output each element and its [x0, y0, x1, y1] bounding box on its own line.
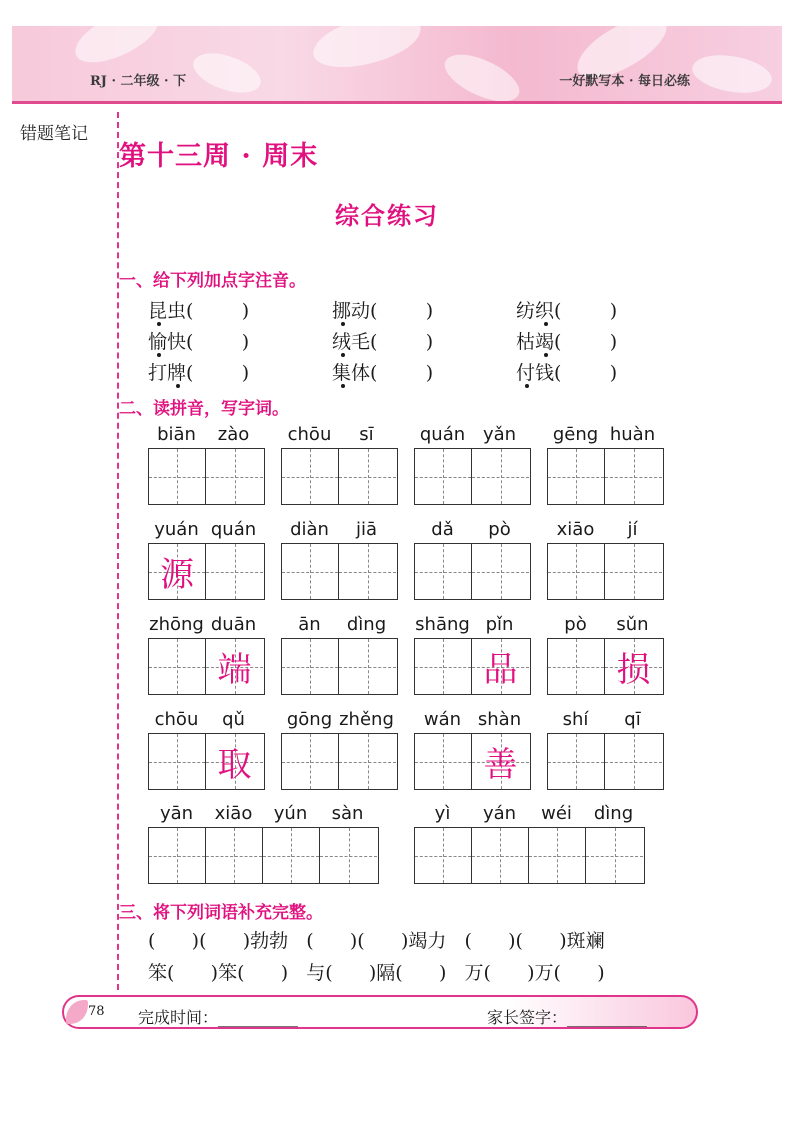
parent-signature-field: 家长签字：__________: [487, 1008, 648, 1027]
q1-item: 集体( ): [332, 362, 434, 384]
q1-item: 枯竭( ): [516, 331, 618, 353]
writing-cell[interactable]: [415, 544, 472, 599]
pinyin-label: wán: [423, 709, 462, 730]
written-character: [282, 734, 338, 789]
writing-cell[interactable]: [206, 828, 263, 883]
writing-grid[interactable]: [414, 827, 645, 884]
writing-cell[interactable]: [206, 449, 263, 504]
pinyin-label: qī: [624, 709, 641, 730]
writing-cell[interactable]: [149, 639, 206, 694]
pinyin-label: pò: [564, 614, 587, 635]
written-character: [339, 544, 396, 599]
pinyin-label: shí: [562, 709, 589, 730]
pinyin-label: sàn: [331, 803, 364, 824]
written-character: [415, 544, 471, 599]
emphasis-dot: [157, 353, 161, 357]
written-character: [529, 828, 585, 883]
writing-grid[interactable]: [148, 733, 265, 790]
q1-item: 打牌( ): [148, 362, 250, 384]
writing-cell[interactable]: [415, 449, 472, 504]
pinyin-label: yuán: [154, 519, 199, 540]
writing-cell[interactable]: [149, 449, 206, 504]
pinyin-label: chōu: [154, 709, 199, 730]
pinyin-label: dǎ: [431, 519, 454, 540]
written-character: [548, 544, 604, 599]
writing-cell[interactable]: [472, 828, 529, 883]
writing-cell[interactable]: [149, 828, 206, 883]
writing-cell[interactable]: [206, 639, 263, 694]
q1-item: 挪动( ): [332, 300, 434, 322]
writing-cell[interactable]: [320, 828, 377, 883]
pinyin-label: yì: [434, 803, 451, 824]
pinyin-label: ān: [298, 614, 321, 635]
pinyin-label: jiā: [355, 519, 378, 540]
written-character: [149, 828, 205, 883]
writing-grid[interactable]: [547, 543, 664, 600]
writing-cell[interactable]: [339, 734, 396, 789]
pinyin-label: sī: [359, 424, 374, 445]
pinyin-label: zhěng: [339, 709, 394, 730]
emphasis-dot: [157, 322, 161, 326]
written-character: [320, 828, 377, 883]
page-number: 78: [88, 1004, 105, 1019]
week-title: 第十三周 · 周末: [119, 141, 319, 172]
writing-cell[interactable]: [282, 449, 339, 504]
q1-item: 纺织( ): [516, 300, 618, 322]
writing-cell[interactable]: [415, 734, 472, 789]
emphasis-dot: [341, 322, 345, 326]
writing-cell[interactable]: [149, 734, 206, 789]
pinyin-label: xiāo: [556, 519, 595, 540]
pinyin-label: gēng: [552, 424, 599, 445]
written-character: [586, 828, 643, 883]
writing-cell[interactable]: [548, 544, 605, 599]
written-character: [339, 734, 396, 789]
written-character: [149, 734, 205, 789]
writing-grid[interactable]: [414, 638, 531, 695]
pinyin-label: pò: [488, 519, 511, 540]
written-character: [339, 639, 396, 694]
pinyin-label: sǔn: [616, 614, 649, 635]
pinyin-label: shāng: [415, 614, 470, 635]
pinyin-label: pǐn: [485, 614, 514, 635]
writing-cell[interactable]: [282, 639, 339, 694]
pinyin-label: biān: [157, 424, 196, 445]
writing-grid[interactable]: [414, 543, 531, 600]
written-character: [605, 449, 662, 504]
written-character: [339, 449, 396, 504]
writing-cell[interactable]: [472, 639, 529, 694]
writing-grid[interactable]: [281, 733, 398, 790]
completion-time-field: 完成时间：__________: [138, 1008, 299, 1027]
pinyin-label: shàn: [477, 709, 522, 730]
emphasis-dot: [525, 384, 529, 388]
written-character: [548, 449, 604, 504]
writing-cell[interactable]: [206, 734, 263, 789]
pinyin-label: diàn: [290, 519, 329, 540]
written-character: [472, 544, 529, 599]
pinyin-label: xiāo: [214, 803, 253, 824]
margin-dashed-line: [117, 112, 119, 990]
writing-cell[interactable]: [282, 544, 339, 599]
writing-cell[interactable]: [206, 544, 263, 599]
written-character: [472, 828, 528, 883]
written-character: [415, 639, 471, 694]
pinyin-label: dìng: [593, 803, 634, 824]
written-character: [472, 449, 529, 504]
writing-cell[interactable]: [548, 639, 605, 694]
q3-line-1: ( )( )勃勃 ( )( )竭力 ( )( )斑斓: [148, 930, 605, 952]
q2-heading: 二、读拼音，写字词。: [119, 399, 289, 419]
written-character: [149, 639, 205, 694]
pinyin-label: wéi: [541, 803, 572, 824]
written-character: [206, 544, 263, 599]
written-character: [206, 449, 263, 504]
emphasis-dot: [341, 353, 345, 357]
pinyin-label: gōng: [286, 709, 333, 730]
pinyin-label: zhōng: [149, 614, 204, 635]
q1-item: 绒毛( ): [332, 331, 434, 353]
writing-grid[interactable]: [414, 448, 531, 505]
header-grade: RJ · 二年级 · 下: [90, 74, 187, 89]
emphasis-dot: [341, 384, 345, 388]
writing-cell[interactable]: [415, 639, 472, 694]
writing-grid[interactable]: [281, 638, 398, 695]
writing-cell[interactable]: [263, 828, 320, 883]
writing-cell[interactable]: [282, 734, 339, 789]
pinyin-label: quán: [419, 424, 466, 445]
written-character: 源: [160, 555, 194, 595]
emphasis-dot: [544, 322, 548, 326]
writing-cell[interactable]: [415, 828, 472, 883]
pinyin-label: chōu: [287, 424, 332, 445]
written-character: [605, 734, 662, 789]
writing-grid[interactable]: [148, 827, 379, 884]
pinyin-label: dìng: [346, 614, 387, 635]
pinyin-label: yǎn: [482, 424, 517, 445]
pinyin-label: qǔ: [222, 709, 245, 730]
writing-cell[interactable]: [605, 449, 662, 504]
q3-heading: 三、将下列词语补充完整。: [119, 903, 323, 923]
writing-cell[interactable]: [605, 639, 662, 694]
side-label: 错题笔记: [20, 124, 88, 144]
written-character: [415, 828, 471, 883]
writing-grid[interactable]: [281, 543, 398, 600]
pinyin-label: huàn: [609, 424, 656, 445]
q1-item: 昆虫( ): [148, 300, 250, 322]
pinyin-label: zào: [217, 424, 250, 445]
page-header: [12, 26, 782, 104]
writing-cell[interactable]: [339, 544, 396, 599]
written-character: [415, 734, 471, 789]
writing-cell[interactable]: [339, 639, 396, 694]
writing-grid[interactable]: [414, 733, 531, 790]
written-character: [605, 544, 662, 599]
q1-item: 愉快( ): [148, 331, 250, 353]
writing-cell[interactable]: [548, 449, 605, 504]
written-character: [282, 639, 338, 694]
writing-cell[interactable]: [529, 828, 586, 883]
writing-grid[interactable]: [547, 733, 664, 790]
writing-grid[interactable]: [281, 448, 398, 505]
writing-grid[interactable]: [547, 638, 664, 695]
section-title: 综合练习: [335, 201, 439, 230]
pinyin-label: yán: [482, 803, 517, 824]
writing-cell[interactable]: [605, 544, 662, 599]
written-character: [282, 449, 338, 504]
written-character: 品: [483, 650, 518, 690]
writing-grid[interactable]: [148, 638, 265, 695]
pinyin-label: duān: [210, 614, 257, 635]
written-character: [206, 828, 262, 883]
writing-cell[interactable]: [472, 734, 529, 789]
pinyin-label: yún: [273, 803, 308, 824]
q3-line-2: 笨( )笨( ) 与( )隔( ) 万( )万( ): [148, 962, 605, 984]
pinyin-label: jí: [627, 519, 638, 540]
writing-cell[interactable]: [339, 449, 396, 504]
writing-grid[interactable]: [148, 543, 265, 600]
written-character: 端: [217, 650, 252, 690]
written-character: [415, 449, 471, 504]
writing-cell[interactable]: [548, 734, 605, 789]
emphasis-dot: [544, 353, 548, 357]
q1-item: 付钱( ): [516, 362, 618, 384]
pinyin-label: quán: [210, 519, 257, 540]
q1-heading: 一、给下列加点字注音。: [119, 271, 306, 291]
header-series: 一好默写本 · 每日必练: [559, 74, 690, 89]
written-character: [149, 449, 205, 504]
written-character: [548, 734, 604, 789]
emphasis-dot: [176, 384, 180, 388]
written-character: 取: [217, 745, 252, 785]
writing-cell[interactable]: [586, 828, 643, 883]
writing-cell[interactable]: [605, 734, 662, 789]
writing-cell[interactable]: [472, 544, 529, 599]
written-character: 损: [616, 650, 651, 690]
written-character: [282, 544, 338, 599]
writing-grid[interactable]: [547, 448, 664, 505]
writing-cell[interactable]: [149, 544, 206, 599]
written-character: 善: [483, 745, 518, 785]
writing-cell[interactable]: [472, 449, 529, 504]
writing-grid[interactable]: [148, 448, 265, 505]
written-character: [548, 639, 604, 694]
pinyin-label: yān: [159, 803, 194, 824]
written-character: [263, 828, 319, 883]
